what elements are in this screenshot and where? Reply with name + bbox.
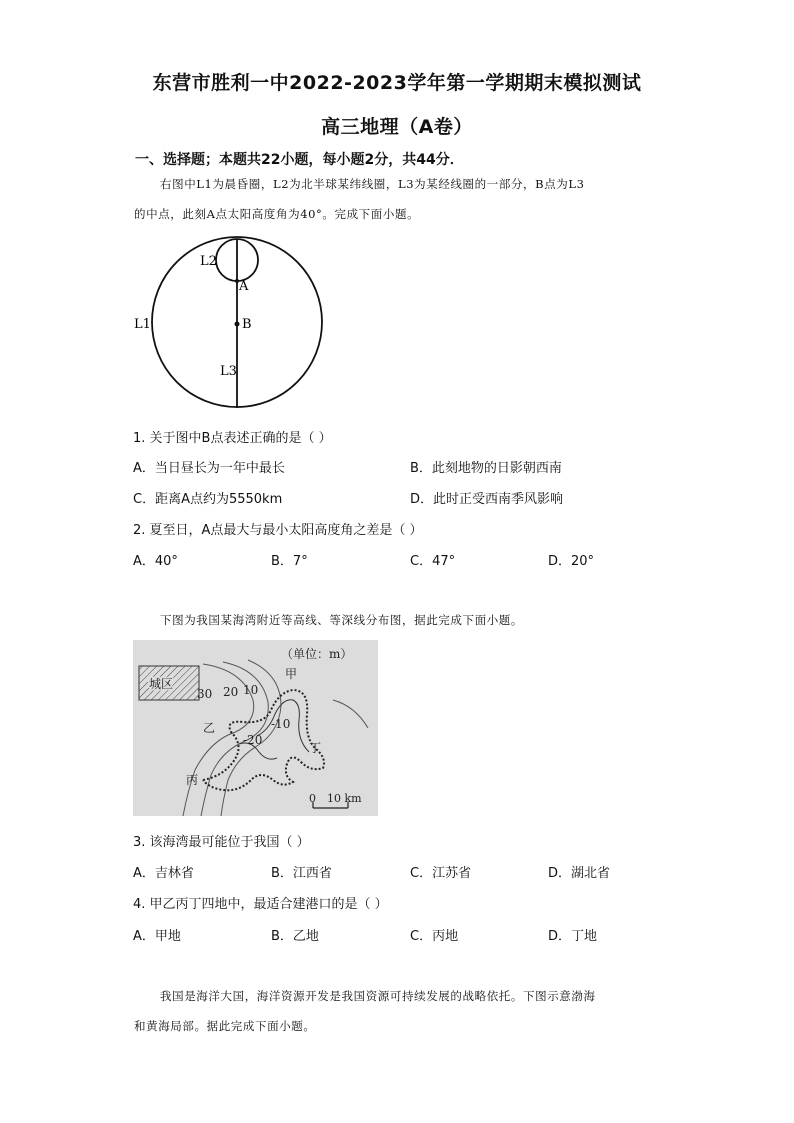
exam-subtitle: 高三地理（A卷） [321,116,473,138]
q2-option-b[interactable]: B．7° [271,554,308,569]
passage1-line1: 右图中L1为晨昏圈，L2为北半球某纬线圈，L3为某经线圈的一部分，B点为L3 [160,177,585,191]
q3-option-c[interactable]: C．江苏省 [410,866,472,881]
q1-option-b[interactable]: B．此刻地物的日影朝西南 [410,461,562,476]
q3-stem: 3. 该海湾最可能位于我国（ ） [133,835,310,850]
q2-option-c[interactable]: C．47° [410,554,456,569]
bay-contour-map [133,640,378,816]
label-a: A [239,279,249,294]
label-l2: L2 [200,254,217,269]
passage3-line2: 和黄海局部。据此完成下面小题。 [134,1019,316,1033]
label-l1: L1 [134,317,151,332]
q4-option-c[interactable]: C．丙地 [410,929,459,944]
q4-option-a[interactable]: A．甲地 [133,929,181,944]
q4-stem: 4. 甲乙丙丁四地中，最适合建港口的是（ ） [133,897,388,912]
label-yi: 乙 [203,721,216,735]
passage3-line1: 我国是海洋大国，海洋资源开发是我国资源可持续发展的战略依托。下图示意渤海 [160,989,596,1003]
q2-option-a[interactable]: A．40° [133,554,178,569]
q4-option-d[interactable]: D．丁地 [548,929,598,944]
q3-option-d[interactable]: D．湖北省 [548,866,611,881]
q2-option-d[interactable]: D．20° [548,554,595,569]
q2-stem: 2. 夏至日，A点最大与最小太阳高度角之差是（ ） [133,523,423,538]
exam-title: 东营市胜利一中2022-2023学年第一学期期末模拟测试 [152,72,642,94]
label-contour-10: 10 [243,683,259,697]
earth-circle-figure [130,230,370,420]
label-depth-20: -20 [243,733,263,747]
label-b: B [242,317,252,332]
passage2-line1: 下图为我国某海湾附近等高线、等深线分布图，据此完成下面小题。 [160,613,523,627]
q1-stem: 1. 关于图中B点表述正确的是（ ） [133,431,332,446]
q1-option-c[interactable]: C．距离A点约为5550km [133,492,283,507]
label-city: 城区 [149,677,174,691]
label-l3: L3 [220,364,237,379]
label-contour-20: 20 [223,685,239,699]
q3-option-a[interactable]: A．吉林省 [133,866,194,881]
section-heading: 一、选择题；本题共22小题，每小题2分，共44分． [135,152,464,168]
label-depth-10: -10 [271,717,291,731]
label-unit: （单位：m） [281,647,353,661]
label-ding: 丁 [309,741,322,755]
label-bing: 丙 [186,773,199,787]
q3-option-b[interactable]: B．江西省 [271,866,332,881]
label-jia: 甲 [285,667,298,681]
point-b-dot [235,322,240,327]
q1-option-d[interactable]: D．此时正受西南季风影响 [410,492,564,507]
label-scale-0: 0 [309,792,316,805]
label-contour-30: 30 [197,687,213,701]
q4-option-b[interactable]: B．乙地 [271,929,319,944]
label-scale-10: 10 km [327,792,362,805]
passage1-line2: 的中点，此刻A点太阳高度角为40°。完成下面小题。 [134,207,420,221]
q1-option-a[interactable]: A．当日昼长为一年中最长 [133,461,285,476]
